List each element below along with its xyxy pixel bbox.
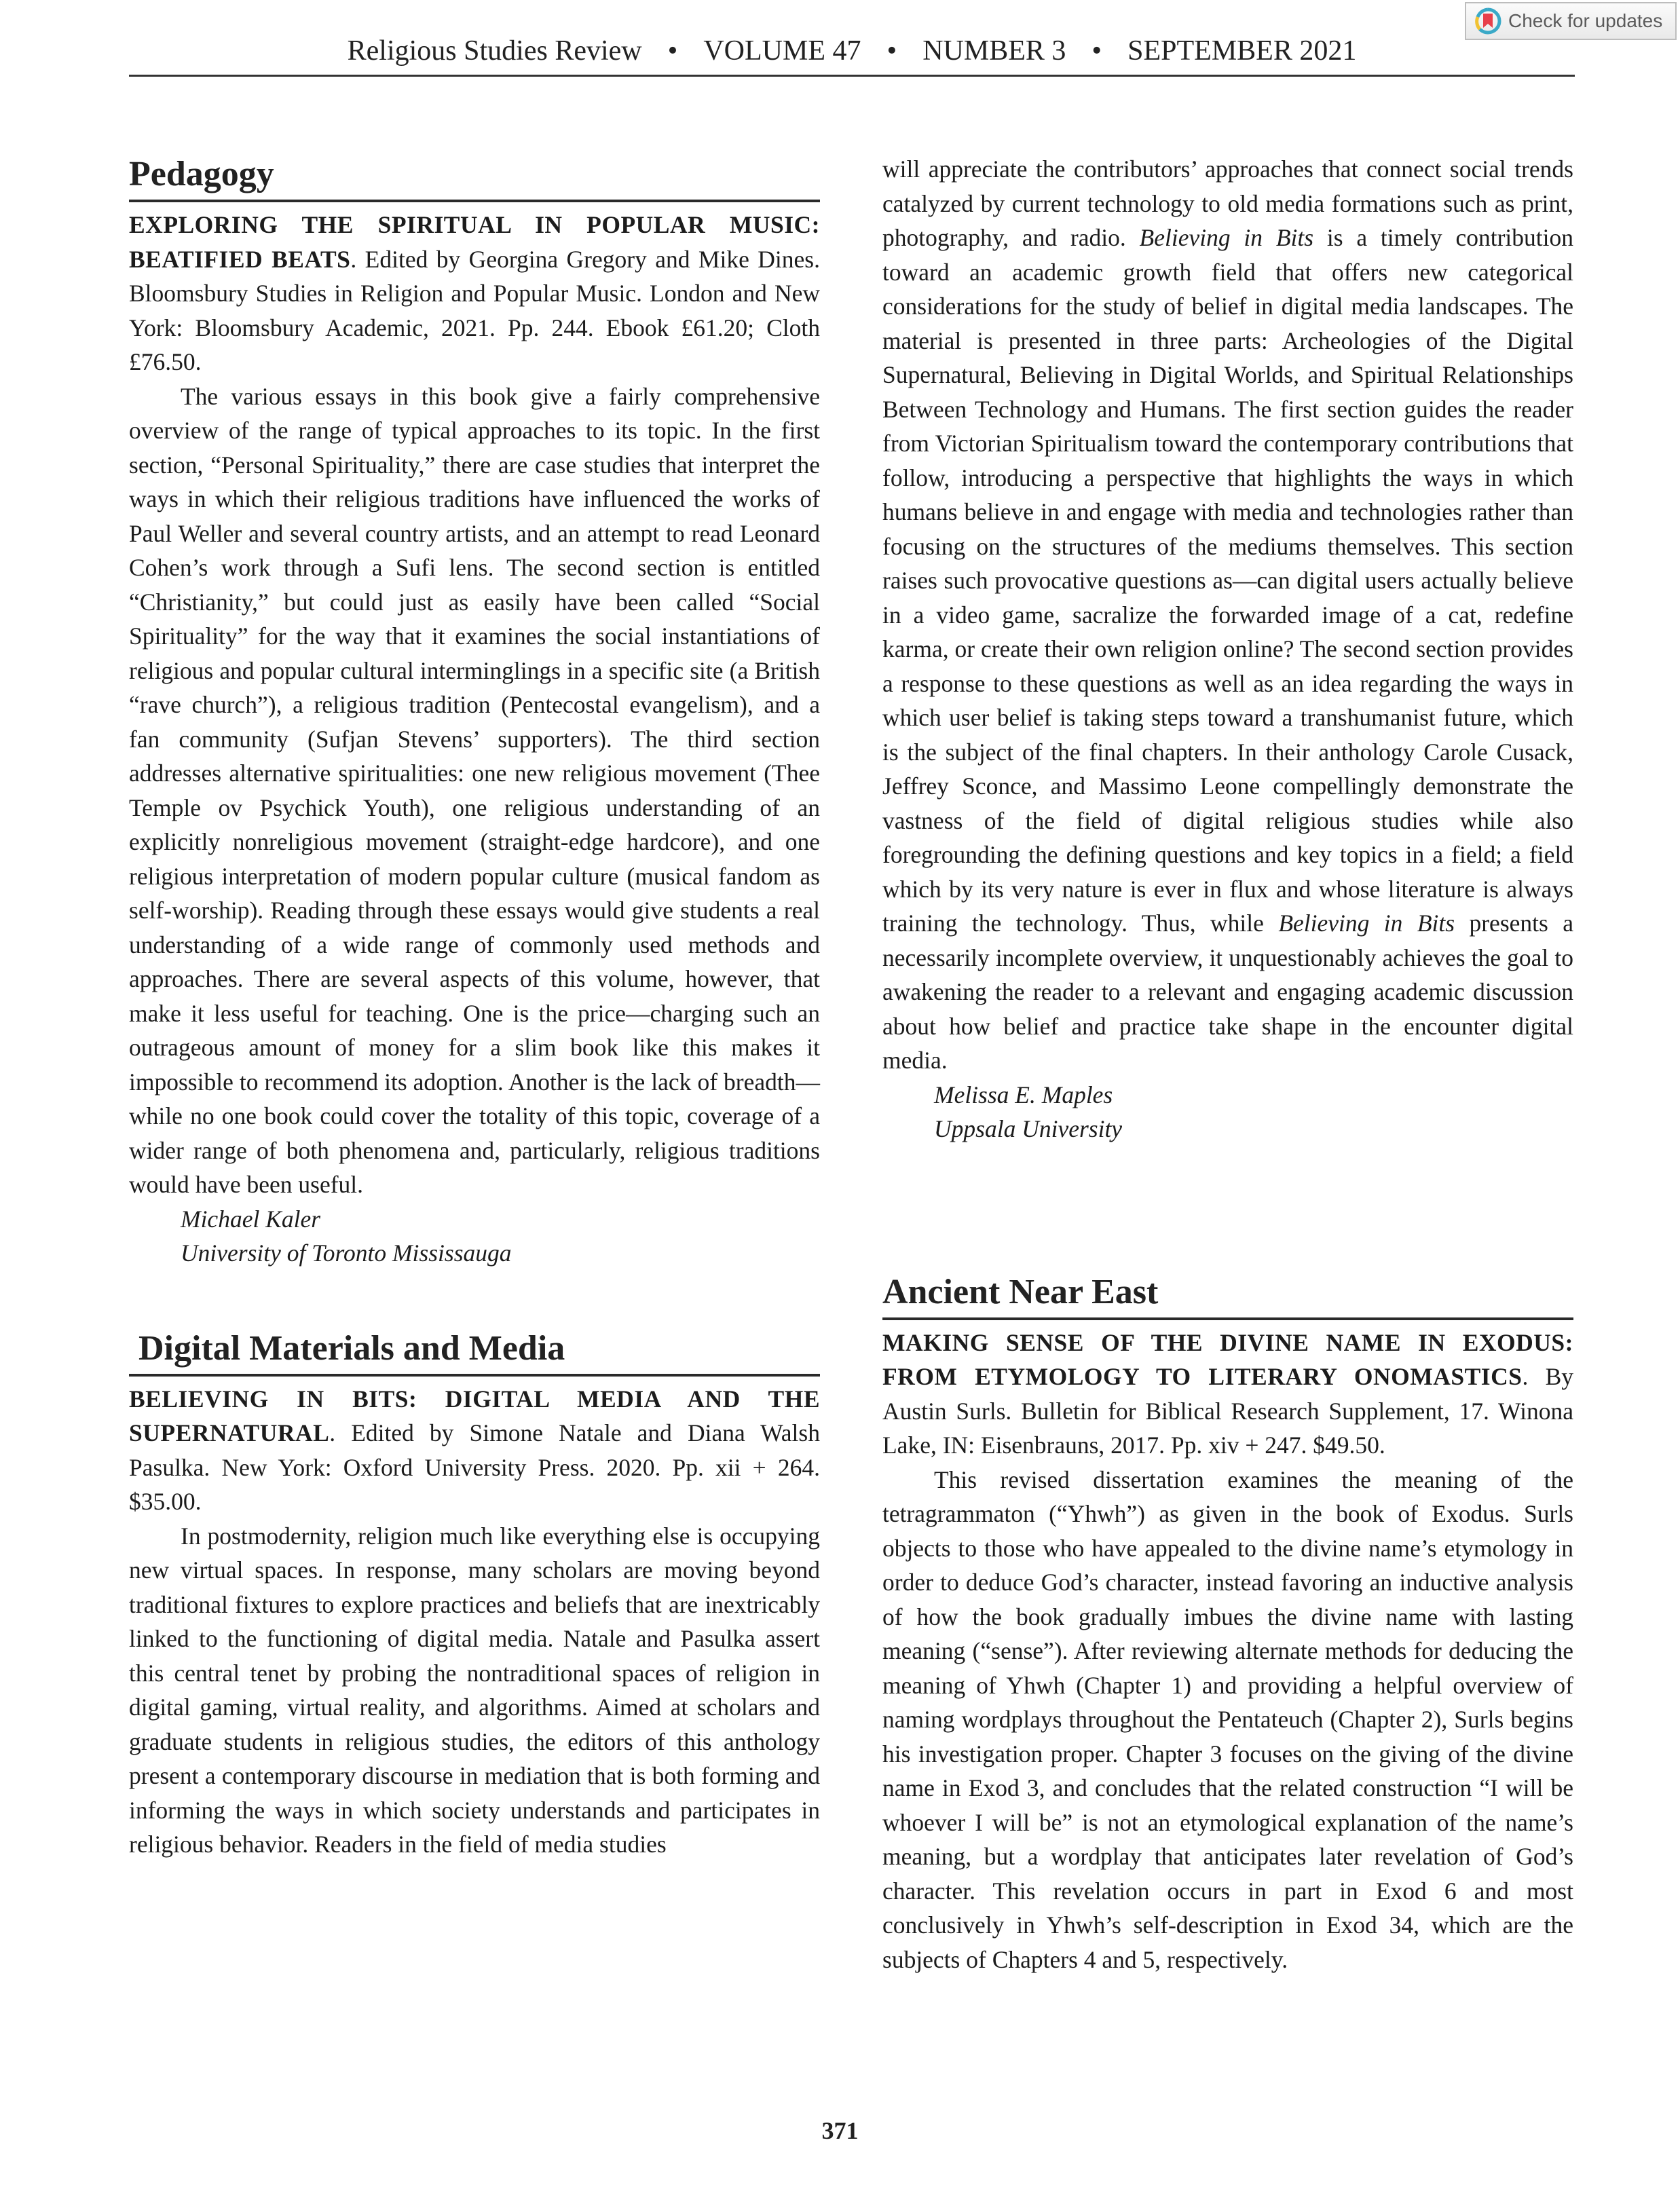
reviewer-name: Michael Kaler — [181, 1205, 321, 1233]
bullet-separator: • — [1091, 35, 1102, 67]
volume-label: VOLUME 47 — [703, 35, 861, 67]
header-rule — [129, 75, 1575, 77]
citation-details: . By Austin Surls. Bulletin for Biblical Research Supplement, 17. Winona Lake, IN: Eisenbrauns, 2017. Pp. xiv + 247. $49.50. — [882, 1363, 1573, 1459]
journal-name: Religious Studies Review — [347, 35, 642, 67]
check-for-updates-button[interactable] — [1465, 2, 1677, 40]
book-citation — [129, 1382, 820, 1519]
section-title-pedagogy: Pedagogy — [129, 153, 820, 202]
review-body: This revised dissertation examines the meaning of the tetragrammaton (“Yhwh”) as given in the book of Exodus. Surls objects to those who have appealed to the divine name’s etymology in order to deduce God’s character, instead favoring an inductive analysis of how the book gradually imbues the divine name with lasting meaning (“sense”). After reviewing alternate methods for deducing the meaning of Yhwh (Chapter 1) and providing a helpful overview of naming wordplays throughout the Pentateuch (Chapter 2), Surls begins his investigation proper. Chapter 3 focuses on the giving of the divine name in Exod 3, and concludes that the related construction “I will be whoever I will be” is not an etymological explanation of the name’s meaning, but a wordplay that anticipates later revelation of God’s character. This revelation occurs in part in Exod 6 and most conclusively in Yhwh’s self-description in Exod 34, which are the subjects of Chapters 4 and 5, respectively. — [882, 1465, 1573, 1973]
left-column — [129, 136, 820, 1862]
review-body: In postmodernity, religion much like everything else is occupying new virtual spaces. In response, many scholars are moving beyond traditional fixtures to explore practices and beliefs that are inextricably linked to the functioning of digital media. Natale and Pasulka assert this central tenet by probing the nontraditional spaces of religion in digital gaming, virtual reality, and algorithms. Aimed at scholars and graduate students in religious studies, the editors of this anthology present a contemporary discourse in mediation that is both forming and informing the ways in which society understands and participates in religious behavior. Readers in the field of media studies — [129, 1522, 820, 1858]
book-title: MAKING SENSE OF THE DIVINE NAME IN EXODUS: FROM ETYMOLOGY TO LITERARY ONOMASTICS — [882, 1328, 1573, 1390]
section-title-ancient-near-east: Ancient Near East — [882, 1271, 1573, 1320]
page-number: 371 — [821, 2117, 859, 2144]
bullet-separator: • — [667, 35, 678, 67]
issue-date-label: SEPTEMBER 2021 — [1127, 35, 1357, 67]
citation-details: . Edited by Georgina Gregory and Mike Dines. Bloomsbury Studies in Religion and Popular Music. London and New York: Bloomsbury Academic, 2021. Pp. 244. Ebook £61.20; Cloth £76.50. — [129, 245, 820, 375]
section-title-digital-media: Digital Materials and Media — [129, 1328, 820, 1377]
book-title-italic: Believing in Bits — [1139, 224, 1314, 251]
reviewer-affiliation: Uppsala University — [934, 1115, 1123, 1142]
reviewer-affiliation: University of Toronto Mississauga — [181, 1239, 512, 1267]
book-title: BELIEVING IN BITS: DIGITAL MEDIA AND THE SUPERNATURAL — [129, 1385, 820, 1446]
running-head — [129, 27, 1575, 75]
book-citation — [882, 1326, 1573, 1463]
reviewer-name: Melissa E. Maples — [934, 1081, 1113, 1108]
crossmark-badge-icon — [1474, 7, 1501, 35]
bullet-separator: • — [886, 35, 897, 67]
right-column — [882, 152, 1573, 1977]
citation-details: . Edited by Simone Natale and Diana Walsh Pasulka. New York: Oxford University Press. 2020. Pp. xii + 264. $35.00. — [129, 1419, 820, 1515]
review-body: The various essays in this book give a fairly comprehensive overview of the range of typical approaches to its topic. In the first section, “Personal Spirituality,” there are case studies that interpret the ways in which their religious traditions have influenced the works of Paul Weller and several country artists, and an attempt to read Leonard Cohen’s work through a Sufi lens. The second section is entitled “Christianity,” but could just as easily have been called “Social Spirituality” for the way that it examines the social instantiations of religious and popular cultural interminglings in a specific site (a British “rave church”), a religious tradition (Pentecostal evangelism), and a fan community (Sufjan Stevens’ supporters). The third section addresses alternative spiritualities: one new religious movement (Thee Temple ov Psychick Youth), one religious understanding of an explicitly nonreligious movement (straight-edge hardcore), and one religious interpretation of modern popular culture (musical fandom as self-worship). Reading through these essays would give students a real understanding of a wide range of commonly used methods and approaches. There are several aspects of this volume, however, that make it less useful for teaching. One is the price—charging such an outrageous amount of money for a slim book like this makes it impossible to recommend its adoption. Another is the lack of breadth—while no one book could cover the totality of this topic, coverage of a wider range of both phenomena and, particularly, religious traditions would have been useful. — [129, 382, 820, 1198]
issue-number-label: NUMBER 3 — [922, 35, 1066, 67]
book-citation — [129, 208, 820, 379]
book-title-italic: Believing in Bits — [1278, 910, 1455, 937]
book-title: EXPLORING THE SPIRITUAL IN POPULAR MUSIC: BEATIFIED BEATS — [129, 211, 820, 273]
check-for-updates-label: Check for updates — [1508, 10, 1663, 31]
review-body-continued: will appreciate the contributors’ approaches that connect social trends catalyzed by current technology to old media formations such as print, photography, and radio. Believing in Bits is a timely contribution toward an academic growth field that offers new categorical considerations for the study of belief in digital media landscapes. The material is presented in three parts: Archeologies of the Digital Supernatural, Believing in Digital Worlds, and Spiritual Relationships Between Technology and Humans. The first section guides the reader from Victorian Spiritualism toward the contemporary contributions that follow, introducing a perspective that highlights the ways in which humans believe in and engage with media and technologies rather than focusing on the structures of the mediums themselves. This section raises such provocative questions as—can digital users actually believe in a video game, sacralize the forwarded image of a cat, redefine karma, or create their own religion online? The second section provides a response to these questions as well as an idea regarding the ways in which user belief is taking steps toward a transhumanist future, which is the subject of the final chapters. In their anthology Carole Cusack, Jeffrey Sconce, and Massimo Leone compellingly demonstrate the vastness of the field of digital religious studies while also foregrounding the defining questions and key topics in a field; a field which by its very nature is ever in flux and whose literature is always training the technology. Thus, while Believing in Bits presents a necessarily incomplete overview, it unquestionably achieves the goal to awakening the reader to a relevant and engaging academic discussion about how belief and practice take shape in the encounter digital media. — [882, 155, 1573, 1074]
